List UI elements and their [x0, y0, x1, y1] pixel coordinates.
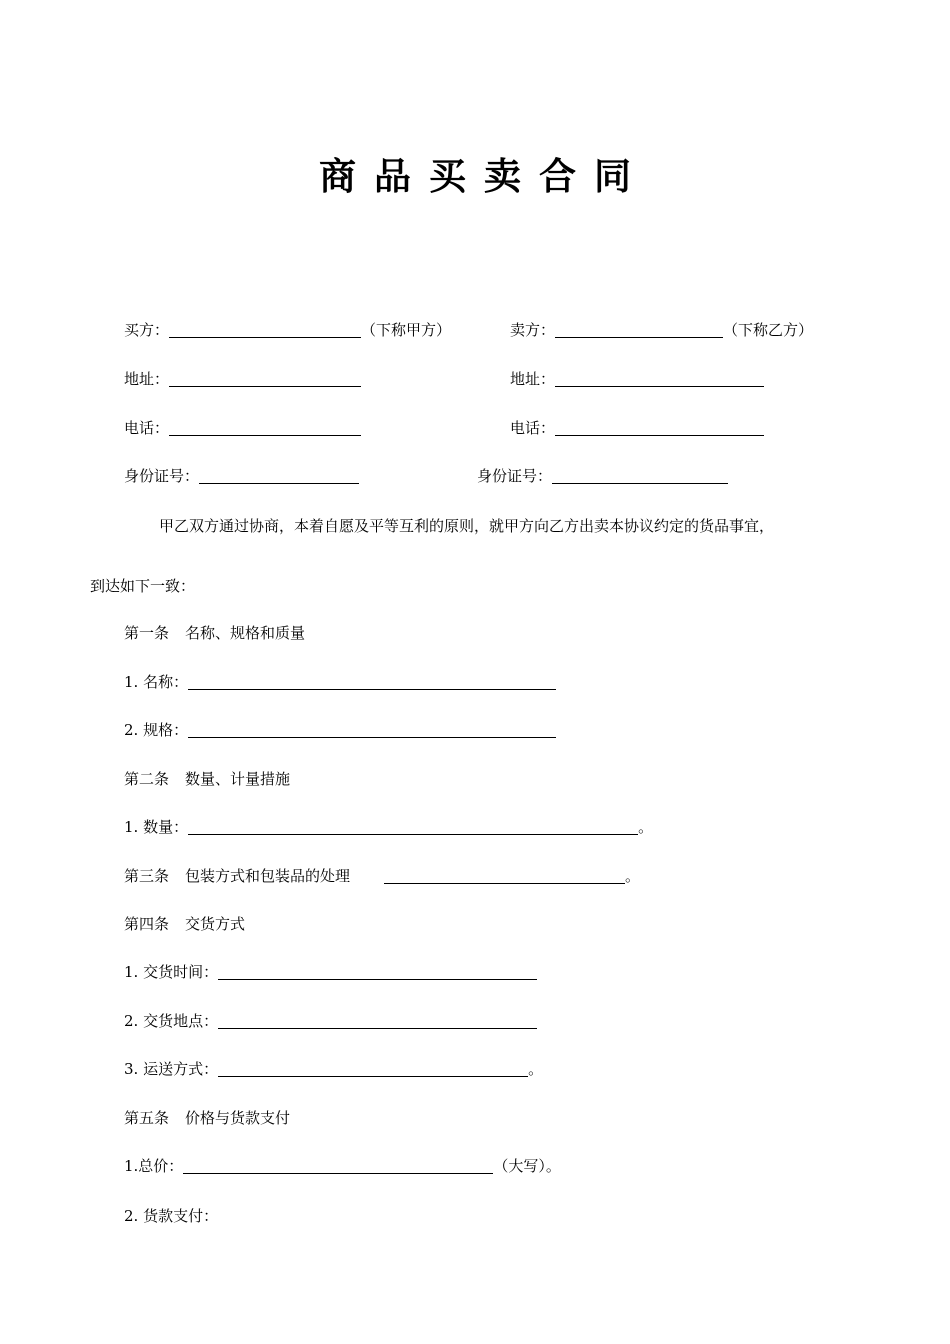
article-2-heading	[124, 769, 290, 789]
seller-id-label: 身份证号：	[477, 467, 553, 485]
intro-line-2: 到达如下一致：	[90, 577, 196, 595]
spec-field[interactable]	[188, 721, 556, 738]
seller-suffix: （下称乙方）	[723, 321, 814, 339]
article-4-title: 交货方式	[185, 915, 246, 933]
article-5-item-2: 2. 货款支付：	[124, 1207, 219, 1225]
contract-title: 商品买卖合同	[319, 155, 649, 198]
seller-field[interactable]	[555, 321, 723, 338]
article-5-heading	[124, 1108, 290, 1128]
buyer-address-row	[124, 369, 361, 389]
article-3-heading	[124, 866, 640, 886]
spec-label: 2. 规格：	[124, 721, 189, 739]
buyer-id-field[interactable]	[199, 467, 359, 484]
buyer-id-row	[124, 466, 359, 486]
article-3-end: 。	[625, 867, 641, 885]
article-4-heading	[124, 914, 245, 934]
article-4-number: 第四条	[124, 915, 170, 933]
buyer-row	[124, 320, 451, 340]
buyer-address-field[interactable]	[169, 370, 361, 387]
article-5-title: 价格与货款支付	[185, 1109, 291, 1127]
article-1-item-2	[124, 720, 556, 740]
name-label: 1. 名称：	[124, 673, 189, 691]
buyer-label: 买方：	[124, 321, 170, 339]
total-price-end: （大写）。	[493, 1157, 561, 1175]
seller-address-field[interactable]	[555, 370, 764, 387]
seller-id-field[interactable]	[552, 467, 728, 484]
article-5-number: 第五条	[124, 1109, 170, 1127]
article-1-title: 名称、规格和质量	[185, 624, 306, 642]
seller-phone-row	[510, 418, 764, 438]
buyer-phone-field[interactable]	[169, 419, 361, 436]
total-price-field[interactable]	[183, 1157, 493, 1174]
delivery-place-label: 2. 交货地点：	[124, 1012, 219, 1030]
delivery-time-label: 1. 交货时间：	[124, 963, 219, 981]
article-2-item-1	[124, 817, 653, 837]
article-3-title: 包装方式和包装品的处理	[185, 867, 351, 885]
article-4-item-3	[124, 1059, 543, 1079]
delivery-place-field[interactable]	[218, 1012, 537, 1029]
intro-line-1: 甲乙双方通过协商，本着自愿及平等互利的原则，就甲方向乙方出卖本协议约定的货品事宜，	[159, 517, 775, 535]
packaging-field[interactable]	[384, 867, 625, 884]
article-1-heading	[124, 623, 305, 643]
buyer-suffix: （下称甲方）	[361, 321, 452, 339]
buyer-phone-label: 电话：	[124, 419, 170, 437]
transport-end: 。	[528, 1060, 544, 1078]
quantity-field[interactable]	[188, 818, 638, 835]
name-field[interactable]	[188, 673, 556, 690]
seller-phone-field[interactable]	[555, 419, 764, 436]
buyer-address-label: 地址：	[124, 370, 170, 388]
seller-row	[510, 320, 813, 340]
seller-label: 卖方：	[510, 321, 556, 339]
quantity-label: 1. 数量：	[124, 818, 189, 836]
article-2-number: 第二条	[124, 770, 170, 788]
article-4-item-2	[124, 1011, 537, 1031]
quantity-end: 。	[638, 818, 654, 836]
seller-address-row	[510, 369, 764, 389]
seller-address-label: 地址：	[510, 370, 556, 388]
article-5-item-1	[124, 1156, 561, 1176]
seller-id-row	[477, 466, 728, 486]
article-1-item-1	[124, 672, 556, 692]
seller-phone-label: 电话：	[510, 419, 556, 437]
buyer-field[interactable]	[169, 321, 361, 338]
buyer-phone-row	[124, 418, 361, 438]
transport-field[interactable]	[218, 1060, 528, 1077]
article-2-title: 数量、计量措施	[185, 770, 291, 788]
total-price-label: 1.总价：	[124, 1157, 184, 1175]
article-4-item-1	[124, 962, 537, 982]
article-3-number: 第三条	[124, 867, 170, 885]
article-1-number: 第一条	[124, 624, 170, 642]
transport-label: 3. 运送方式：	[124, 1060, 219, 1078]
buyer-id-label: 身份证号：	[124, 467, 200, 485]
delivery-time-field[interactable]	[218, 963, 537, 980]
